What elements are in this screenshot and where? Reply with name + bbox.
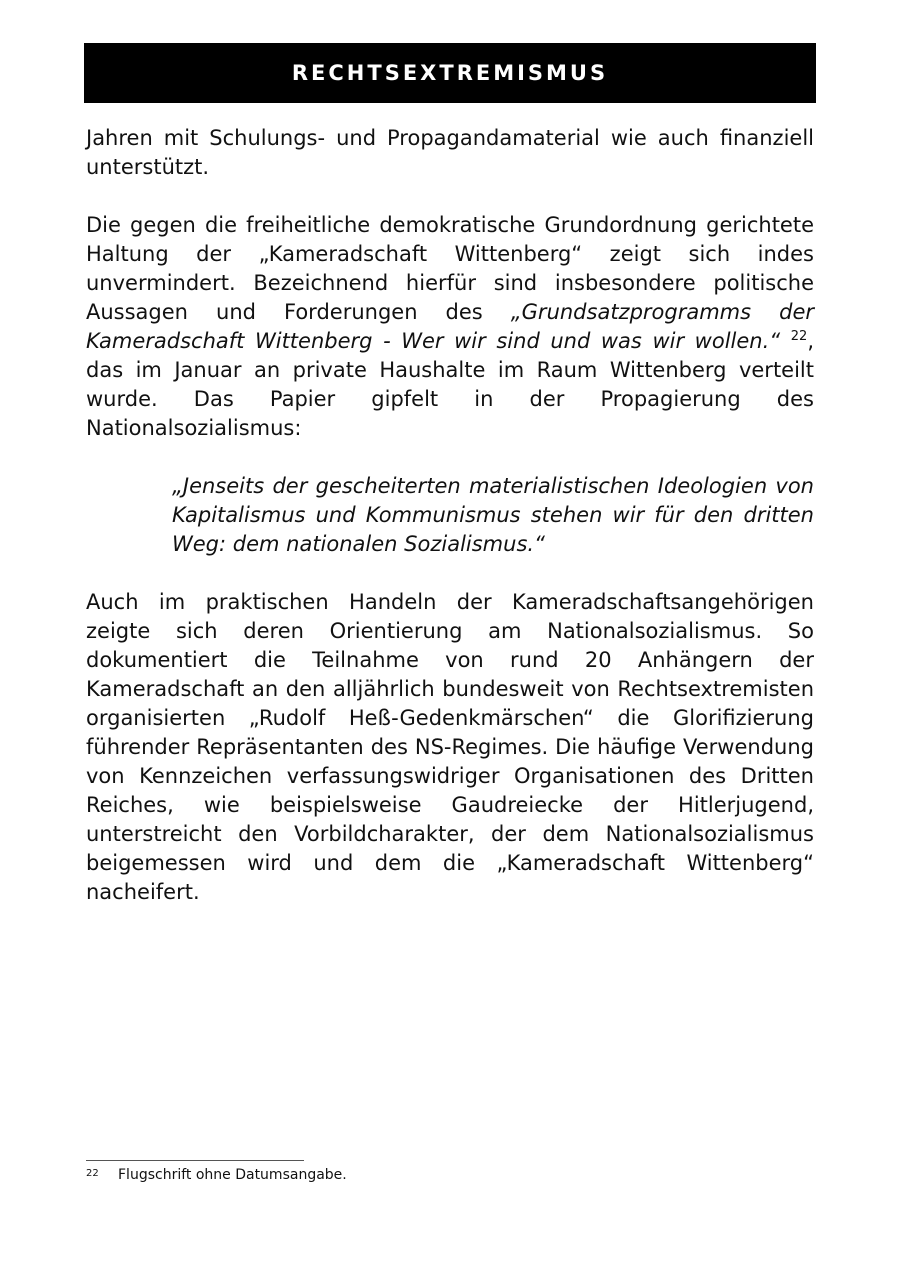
footnote-reference[interactable]: 22 bbox=[790, 329, 808, 344]
paragraph-2-text-b: , das im Januar an private Haushalte im Raum Wittenberg verteilt wurde. Das Papier gipfelt in der Propagierung des Nationalsozialismus: bbox=[86, 329, 814, 440]
paragraph-2-text-a: Die gegen die freiheitliche demokratische Grundordnung gerichtete Haltung der „Kameradschaft Wittenberg“ zeigt sich indes unvermindert. Bezeichnend hierfür sind insbesondere politische Aussagen und Forderungen des bbox=[86, 213, 814, 324]
program-title: „Grundsatzprogramms der Kameradschaft Wittenberg - Wer wir sind und was wir wollen.“ bbox=[86, 300, 814, 353]
paragraph-2 bbox=[86, 211, 814, 443]
paragraph-3: Auch im praktischen Handeln der Kameradschaftsangehörigen zeigte sich deren Orientierung am Nationalsozialismus. So dokumentiert die Teilnahme von rund 20 Anhängern der Kameradschaft an den alljährlich bundesweit von Rechtsextremisten organisierten „Rudolf Heß-Gedenkmärschen“ die Glorifizierung führender Repräsentanten des NS-Regimes. Die häufige Verwendung von Kennzeichen verfassungswidriger Organisationen des Dritten Reiches, wie beispielsweise Gaudreiecke der Hitlerjugend, unterstreicht den Vorbildcharakter, der dem Nationalsozialismus beigemessen wird und dem die „Kameradschaft Wittenberg“ nacheifert. bbox=[86, 590, 814, 904]
footnote-text: Flugschrift ohne Datumsangabe. bbox=[118, 1167, 347, 1183]
section-header bbox=[84, 43, 816, 103]
section-title: RECHTSEXTREMISMUS bbox=[291, 61, 609, 85]
footnote-divider bbox=[86, 1160, 304, 1161]
footnote bbox=[86, 1167, 786, 1183]
block-quote: „Jenseits der gescheiterten materialistischen Ideologien von Kapitalismus und Kommunismus stehen wir für den dritten Weg: dem nationalen Sozialismus.“ bbox=[172, 474, 814, 556]
paragraph-1: Jahren mit Schulungs- und Propagandamaterial wie auch finanziell unterstützt. bbox=[86, 126, 814, 179]
footnote-number: 22 bbox=[86, 1168, 99, 1179]
body-text bbox=[86, 124, 814, 907]
